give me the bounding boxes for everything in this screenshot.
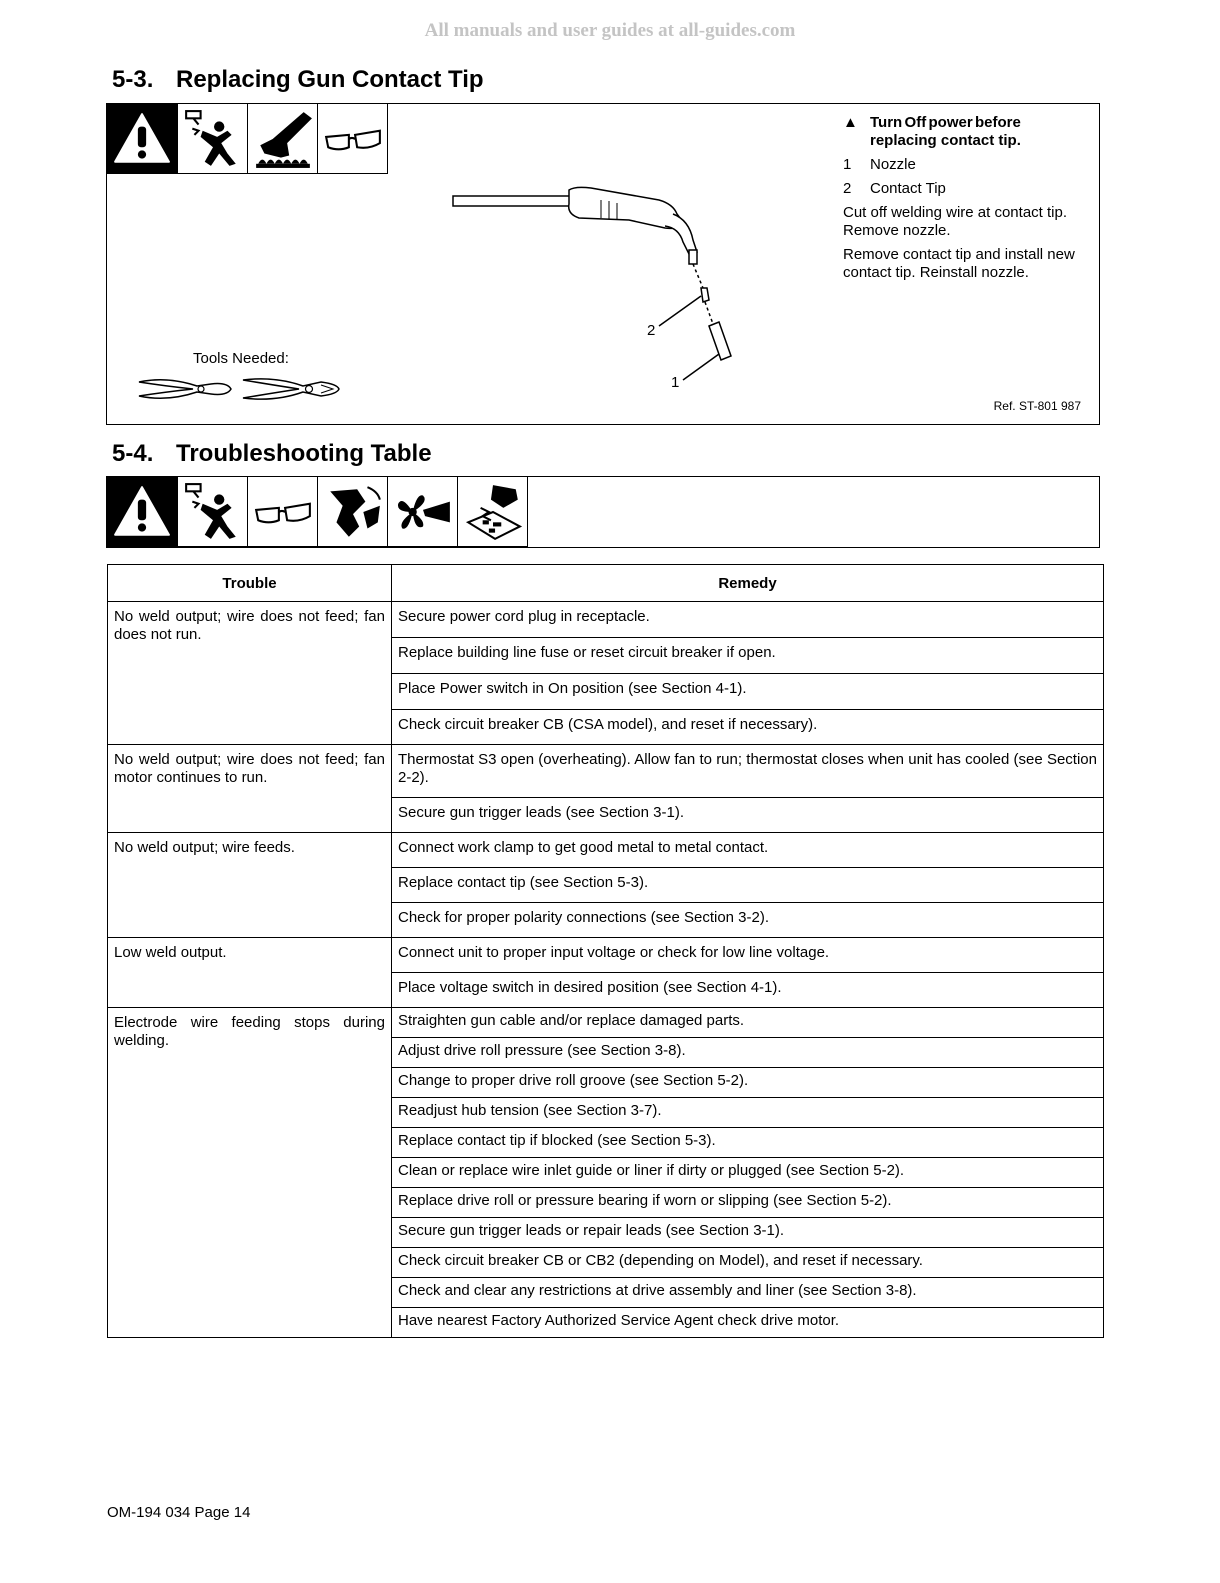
remedy-cell: Connect unit to proper input voltage or check for low line voltage. [392, 938, 1104, 973]
reference-number: Ref. ST-801 987 [993, 399, 1081, 413]
warning-word: Off [904, 114, 927, 131]
moving-parts-icon [318, 477, 388, 547]
table-header-row [108, 565, 1104, 602]
remedy-cell: Have nearest Factory Authorized Service Agent check drive motor. [392, 1308, 1104, 1338]
instructions-text [843, 114, 1079, 282]
remedy-cell: Place Power switch in On position (see Section 4-1). [392, 674, 1104, 710]
remedy-cell: Secure gun trigger leads (see Section 3-1). [392, 798, 1104, 833]
trouble-cell: Low weld output. [108, 938, 392, 1008]
instruction-paragraph: Cut off welding wire at contact tip. Remove nozzle. [843, 204, 1068, 239]
legend-item-nozzle: 1 Nozzle [843, 156, 916, 173]
remedy-cell: Replace contact tip (see Section 5-3). [392, 868, 1104, 903]
instruction-paragraph: Remove contact tip and install new contact tip. Reinstall nozzle. [843, 246, 1075, 281]
table-row [108, 938, 1104, 973]
warning-word: Turn [870, 114, 903, 131]
contact-tip-panel [106, 103, 1100, 425]
warning-row [843, 114, 1079, 150]
warning-triangle-icon: ▲ [843, 114, 858, 131]
hot-parts-icon [248, 104, 318, 174]
remedy-cell: Place voltage switch in desired position (see Section 4-1). [392, 973, 1104, 1008]
remedy-header: Remedy [392, 565, 1104, 602]
section-5-3-title [112, 66, 484, 94]
watermark: All manuals and user guides at all-guides.com [424, 20, 796, 41]
section-number: 5-4. [112, 440, 154, 467]
remedy-cell: Replace building line fuse or reset circuit breaker if open. [392, 638, 1104, 674]
electric-shock-icon [178, 104, 248, 174]
fan-hazard-icon [388, 477, 458, 547]
remedy-cell: Secure power cord plug in receptacle. [392, 602, 1104, 638]
legend-item-contact-tip: 2 Contact Tip [843, 180, 946, 197]
wire-cutter-icon [241, 374, 341, 404]
remedy-cell: Replace drive roll or pressure bearing if worn or slipping (see Section 5-2). [392, 1188, 1104, 1218]
troubleshooting-table [107, 564, 1104, 1338]
remedy-cell: Check and clear any restrictions at drive assembly and liner (see Section 3-8). [392, 1278, 1104, 1308]
table-row [108, 602, 1104, 638]
safety-glasses-icon [248, 477, 318, 547]
trouble-cell: Electrode wire feeding stops during welding. [108, 1008, 392, 1338]
table-row [108, 833, 1104, 868]
warning-word: power [928, 114, 973, 131]
page-footer: OM-194 034 Page 14 [107, 1504, 251, 1521]
warning-word: before [975, 114, 1021, 131]
pliers-icon [137, 374, 233, 404]
remedy-cell: Adjust drive roll pressure (see Section 3-8). [392, 1038, 1104, 1068]
section-title-text: Troubleshooting Table [176, 440, 432, 467]
remedy-cell: Thermostat S3 open (overheating). Allow fan to run; thermostat closes when unit has cooled (see Section 2-2). [392, 745, 1104, 798]
trouble-header: Trouble [108, 565, 392, 602]
remedy-cell: Clean or replace wire inlet guide or liner if dirty or plugged (see Section 5-2). [392, 1158, 1104, 1188]
table-row [108, 745, 1104, 798]
safety-symbols-strip [107, 477, 528, 547]
warning-icon [107, 104, 178, 174]
mig-gun-illustration [451, 184, 751, 404]
callout-1: 1 [671, 374, 680, 391]
section-number: 5-3. [112, 66, 154, 93]
trouble-cell: No weld output; wire does not feed; fan motor continues to run. [108, 745, 392, 833]
remedy-cell: Check circuit breaker CB (CSA model), and reset if necessary). [392, 710, 1104, 745]
section-5-4-title [112, 440, 432, 468]
remedy-cell: Check for proper polarity connections (see Section 3-2). [392, 903, 1104, 938]
static-electricity-board-icon [458, 477, 528, 547]
remedy-cell: Check circuit breaker CB or CB2 (depending on Model), and reset if necessary. [392, 1248, 1104, 1278]
warning-icon [107, 477, 178, 547]
electric-shock-icon [178, 477, 248, 547]
callout-2: 2 [647, 322, 656, 339]
remedy-cell: Connect work clamp to get good metal to metal contact. [392, 833, 1104, 868]
remedy-cell: Secure gun trigger leads or repair leads (see Section 3-1). [392, 1218, 1104, 1248]
table-row [108, 1008, 1104, 1038]
tools-needed-label: Tools Needed: [193, 350, 289, 367]
troubleshooting-symbols-panel [106, 476, 1100, 548]
remedy-cell: Replace contact tip if blocked (see Section 5-3). [392, 1128, 1104, 1158]
remedy-cell: Readjust hub tension (see Section 3-7). [392, 1098, 1104, 1128]
remedy-cell: Straighten gun cable and/or replace damaged parts. [392, 1008, 1104, 1038]
trouble-cell: No weld output; wire feeds. [108, 833, 392, 938]
safety-symbols-strip [107, 104, 388, 174]
remedy-cell: Change to proper drive roll groove (see Section 5-2). [392, 1068, 1104, 1098]
section-title-text: Replacing Gun Contact Tip [176, 66, 484, 93]
trouble-cell: No weld output; wire does not feed; fan does not run. [108, 602, 392, 745]
warning-line-2: replacing contact tip. [870, 132, 1021, 149]
safety-glasses-icon [318, 104, 388, 174]
